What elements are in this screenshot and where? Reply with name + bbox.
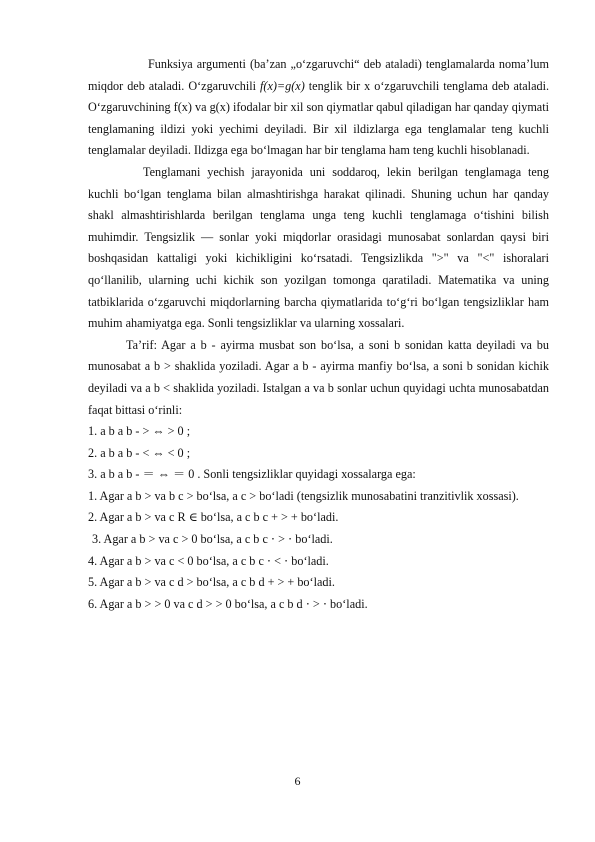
equation-f-equals-g: f(x)=g(x)	[260, 78, 305, 93]
paragraph-definition-order: Ta’rif: Agar a b - ayirma musbat son bo‘lsa, a soni b sonidan katta deyiladi va bu munosabat a b > shaklida yoziladi. Agar a b - ayirma manfiy bo‘lsa, a soni b sonidan kichik deyiladi va a b < shaklida yoziladi. Istalgan a va b sonlar uchun quyidagi uchta munosabatdan faqat bittasi o‘rinli:	[88, 337, 549, 417]
paragraph-inequalities-intro: Tenglamani yechish jarayonida uni soddaroq, lekin berilgan tenglamaga teng kuchli bo‘lgan tenglama bilan almashtirishga harakat qilinadi. Shuning uchun har qanday shakl almashtirishlarda berilgan tenglama unga teng kuchli tenglamaga o‘tishini bilish muhimdir. Tengsizlik — sonlar yoki miqdorlar orasidagi munosabat sonlardan qaysi biri boshqasidan kattaligi yoki kichikligini ko‘rsatadi. Tengsizlikda ">" va "<" ishoralari qo‘llanilib, ularning uchi kichik son yozilgan tomonga qaratiladi. Matematika va uning tatbiklarida o‘zgaruvchi miqdorlarning barcha qiymatlarida to‘g‘ri bo‘lgan tengsizliklar ham muhim ahamiyatga ega. Sonli tengsizliklar va ularning xossalari.	[88, 164, 549, 331]
paragraph-1-text-end: tenglik bir x o‘zgaruvchili tenglama deb ataladi. O‘zgaruvchining f(x) va g(x) ifodalar bir xil son qiymatlar qabul qiladigan har qanday qiymati tenglamaning ildizi yoki yechimi deyiladi. Bir xil ildizlarga ega tenglamalar teng kuchli tenglamalar deyiladi. Ildizga ega bo‘lmagan har bir tenglama ham teng kuchli hisoblanadi.	[88, 78, 550, 158]
paragraph-definition-function-argument	[88, 54, 549, 162]
property-3-multiply-positive: 3. Agar a b > va c > 0 bo‘lsa, a c b c ⋅ > ⋅ bo‘ladi.	[92, 532, 333, 547]
property-2-addition: 2. Agar a b > va c R ∈ bo‘lsa, a c b c + > + bo‘ladi.	[88, 510, 339, 525]
page-number: 6	[294, 774, 301, 788]
relation-line-2: 2. a b a b - < ⇔ < 0 ;	[88, 445, 191, 460]
property-5-add-inequalities: 5. Agar a b > va c d > bo‘lsa, a c b d + > + bo‘ladi.	[88, 575, 335, 590]
relation-line-3: 3. a b a b - ＝ ⇔ ＝ 0 . Sonli tengsizliklar quyidagi xossalarga ega:	[88, 467, 416, 482]
property-6-multiply-inequalities: 6. Agar a b > > 0 va c d > > 0 bo‘lsa, a c b d ⋅ > ⋅ bo‘ladi.	[88, 596, 368, 611]
property-4-multiply-negative: 4. Agar a b > va c < 0 bo‘lsa, a c b c ⋅ < ⋅ bo‘ladi.	[88, 553, 329, 568]
property-1-transitivity: 1. Agar a b > va b c > bo‘lsa, a c > bo‘ladi (tengsizlik munosabatini tranzitivlik xossasi).	[88, 488, 519, 503]
relation-line-1: 1. a b a b - > ⇔ > 0 ;	[88, 424, 191, 439]
page-content	[88, 54, 549, 615]
paragraph-1-text-start: Funksiya argumenti (ba’zan „o‘zgaruvchi“ deb ataladi) tenglamalarda noma’lum miqdor deb ataladi. O‘zgaruvchili	[88, 57, 549, 93]
